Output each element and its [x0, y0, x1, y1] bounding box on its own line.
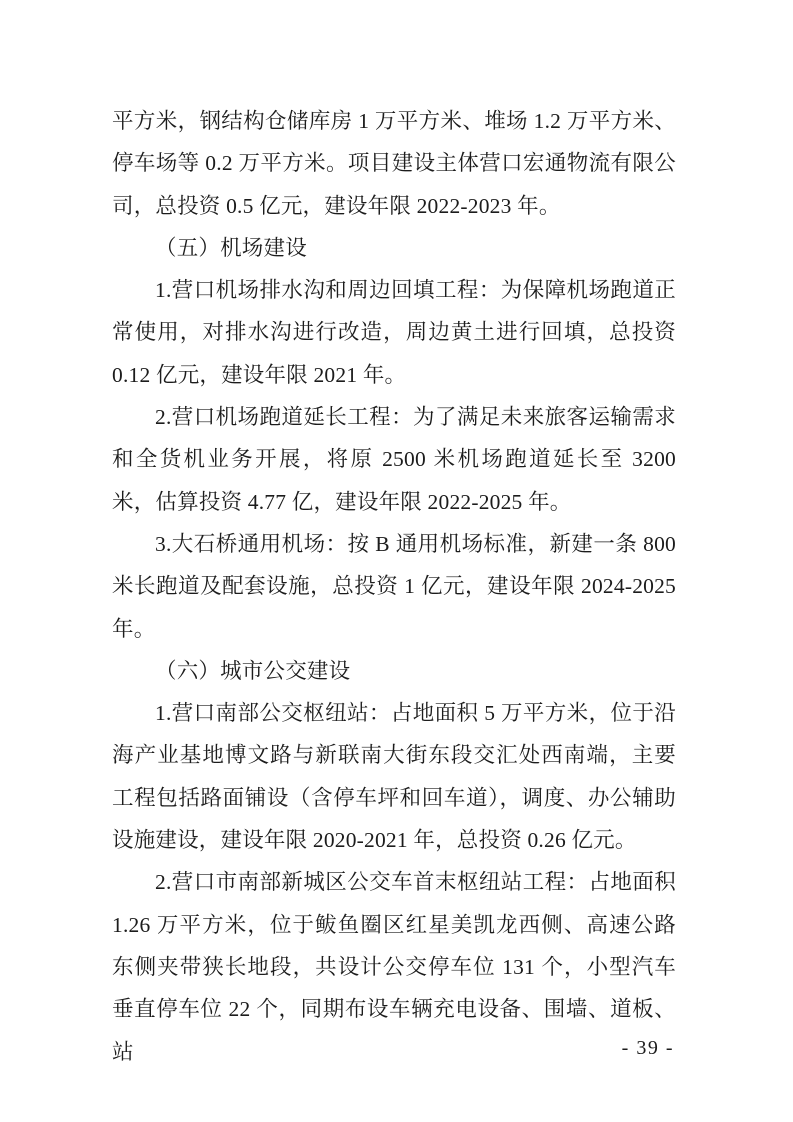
- body-paragraph: 3.大石桥通用机场：按 B 通用机场标准，新建一条 800 米长跑道及配套设施，总投资 1 亿元，建设年限 2024-2025 年。: [112, 531, 676, 641]
- body-paragraph: 1.营口南部公交枢纽站：占地面积 5 万平方米，位于沿海产业基地博文路与新联南大街东段交汇处西南端，主要工程包括路面铺设（含停车坪和回车道），调度、办公辅助设施建设，建设年限 2020-2021 年，总投资 0.26 亿元。: [112, 701, 676, 853]
- body-paragraph: 2.营口机场跑道延长工程：为了满足未来旅客运输需求和全货机业务开展，将原 2500 米机场跑道延长至 3200 米，估算投资 4.77 亿，建设年限 2022-2025 年。: [112, 405, 676, 514]
- section-heading-airport-construction: （五）机场建设: [155, 235, 307, 260]
- document-body: [112, 100, 676, 1073]
- body-paragraph: 2.营口市南部新城区公交车首末枢纽站工程：占地面积 1.26 万平方米，位于鲅鱼圈区红星美凯龙西侧、高速公路东侧夹带狭长地段，共设计公交停车位 131 个，小型汽车垂直停车位 22 个，同期布设车辆充电设备、围墙、道板、站: [112, 870, 676, 1064]
- section-heading-city-transit-construction: （六）城市公交建设: [155, 658, 351, 683]
- body-paragraph: 平方米，钢结构仓储库房 1 万平方米、堆场 1.2 万平方米、停车场等 0.2 万平方米。项目建设主体营口宏通物流有限公司，总投资 0.5 亿元，建设年限 2022-2023 年。: [112, 109, 676, 218]
- page-number: - 39 -: [621, 1037, 674, 1059]
- body-paragraph: 1.营口机场排水沟和周边回填工程：为保障机场跑道正常使用，对排水沟进行改造，周边黄土进行回填，总投资 0.12 亿元，建设年限 2021 年。: [112, 278, 676, 387]
